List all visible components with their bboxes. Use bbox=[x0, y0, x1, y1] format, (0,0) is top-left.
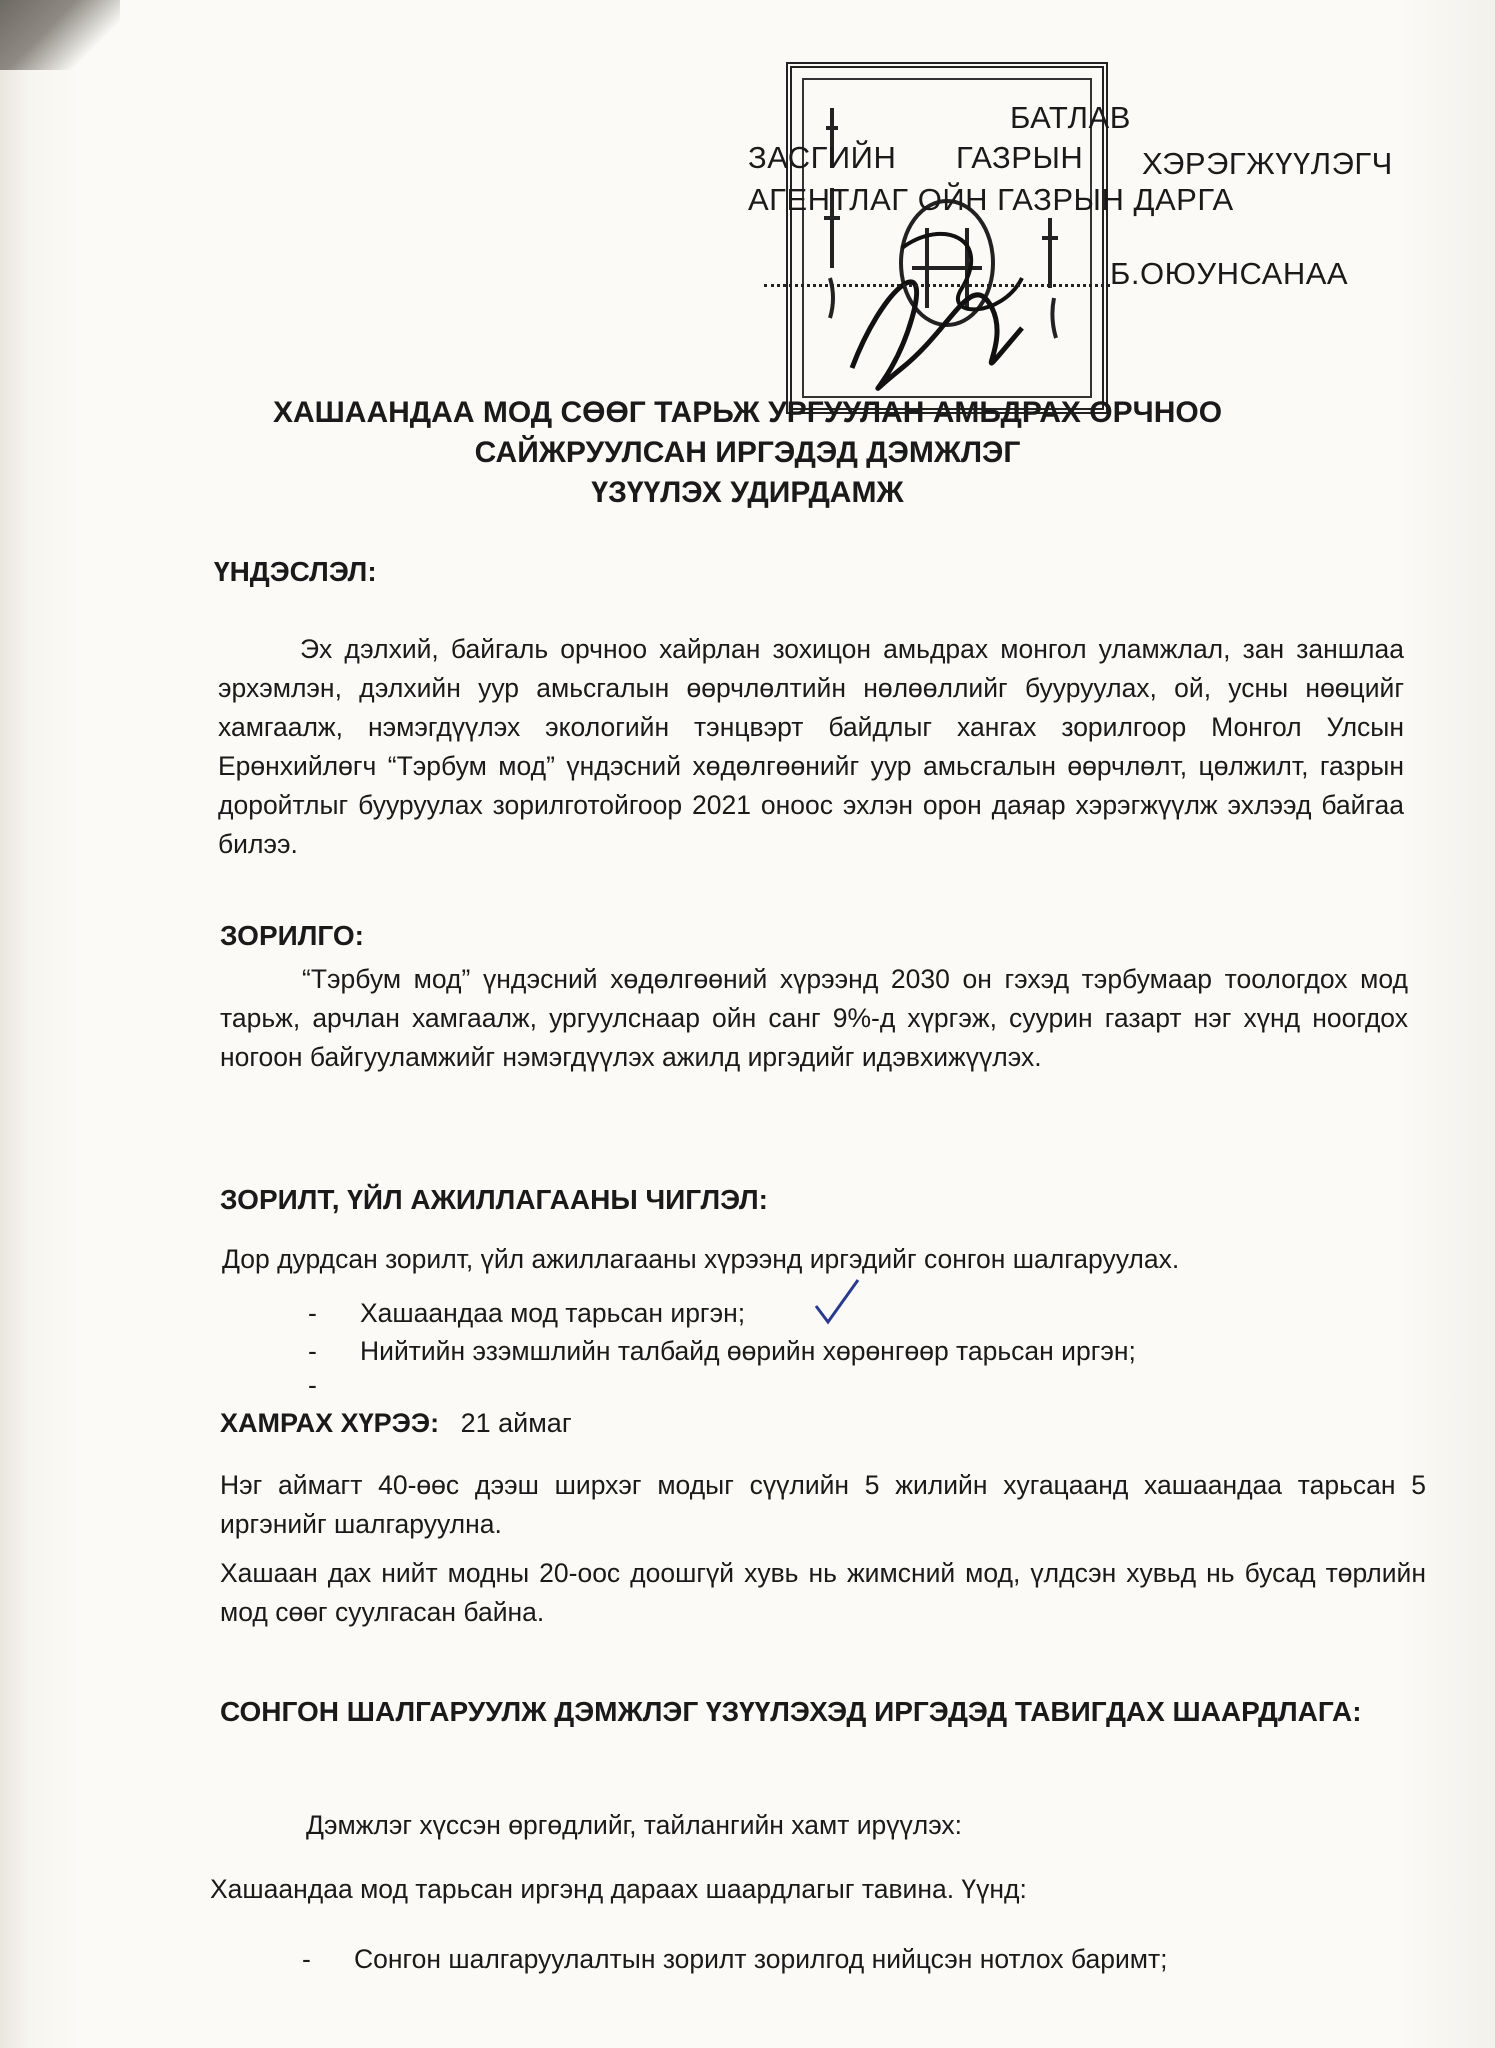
basis-text: Эх дэлхий, байгаль орчноо хайрлан зохицон амьдрах монгол уламжлал, зан заншлаа эрхэмлэн, дэлхийн уур амьсгалын өөрчлөлтийн нөлөөллийг бууруулах, ой, усны нөөцийг хамгаалж, нэмэгдүүлэх экологийн тэнцвэрт байдлыг хангах зорилгоор Монгол Улсын Ерөнхийлөгч “Тэрбум мод” үндэсний хөдөлгөөнийг уур амьсгалын өөрчлөлт, цөлжилт, газрын доройтлыг бууруулах зорилготойгоор 2021 оноос эхлэн орон даяар хэрэгжүүлж эхлээд байгаа билээ. bbox=[218, 634, 1404, 859]
basis-paragraph bbox=[218, 630, 1404, 864]
scope-paragraph-1 bbox=[220, 1466, 1426, 1544]
section-heading-requirements: СОНГОН ШАЛГАРУУЛЖ ДЭМЖЛЭГ ҮЗҮҮЛЭХЭД ИРГЭДЭД ТАВИГДАХ ШААРДЛАГА: bbox=[220, 1696, 1362, 1727]
section-heading-scope: ХАМРАХ ХҮРЭЭ: bbox=[220, 1408, 440, 1438]
checkmark-icon bbox=[812, 1276, 862, 1328]
approval-agency-c: ХЭРЭГЖҮҮЛЭГЧ bbox=[1142, 146, 1393, 181]
document-title-line2: САЙЖРУУЛСАН ИРГЭДЭД ДЭМЖЛЭГ bbox=[474, 436, 1021, 469]
objective-item bbox=[308, 1298, 745, 1329]
section-heading-goal: ЗОРИЛГО: bbox=[220, 920, 365, 951]
goal-text: “Тэрбум мод” үндэсний хөдөлгөөний хүрээнд 2030 он гэхэд тэрбумаар тоологдох мод тарьж, арчлан хамгаалж, ургуулснаар ойн санг 9%-д хүргэж, суурин газарт нэг хүнд ноогдох ногоон байгууламжийг нэмэгдүүлэх ажилд иргэдийг идэвхижүүлэх. bbox=[220, 964, 1408, 1072]
objective-item-text: Нийтийн эзэмшлийн талбайд өөрийн хөрөнгөөр тарьсан иргэн; bbox=[360, 1336, 1136, 1366]
approval-agency-b: ГАЗРЫН bbox=[956, 140, 1084, 175]
objective-item-text: Хашаандаа мод тарьсан иргэн; bbox=[360, 1298, 746, 1328]
document-title-line3: ҮЗҮҮЛЭХ УДИРДАМЖ bbox=[591, 476, 904, 509]
scope-text-1: Нэг аймагт 40-өөс дээш ширхэг модыг сүүлийн 5 жилийн хугацаанд хашаандаа тарьсан 5 иргэнийг шалгаруулна. bbox=[220, 1470, 1426, 1539]
requirements-line-2: Хашаандаа мод тарьсан иргэнд дараах шаардлагыг тавина. Үүнд: bbox=[210, 1874, 1027, 1904]
scope-paragraph-2 bbox=[220, 1554, 1426, 1632]
scope-line bbox=[220, 1408, 572, 1439]
objective-item bbox=[308, 1336, 1136, 1367]
section-heading-objectives: ЗОРИЛТ, ҮЙЛ АЖИЛЛАГААНЫ ЧИГЛЭЛ: bbox=[220, 1184, 768, 1215]
approval-agency-a: ЗАСГИЙН bbox=[748, 140, 897, 175]
requirements-line-1: Дэмжлэг хүссэн өргөдлийг, тайлангийн хамт ирүүлэх: bbox=[306, 1810, 963, 1840]
document-title-line1: ХАШААНДАА МОД СӨӨГ ТАРЬЖ УРГУУЛАН АМЬДРАХ ОРЧНОО bbox=[272, 396, 1223, 429]
section-heading-basis: ҮНДЭСЛЭЛ: bbox=[214, 556, 377, 587]
bullet-dash: - bbox=[308, 1370, 317, 1400]
objectives-intro: Дор дурдсан зорилт, үйл ажиллагааны хүрээнд иргэдийг сонгон шалгаруулах. bbox=[222, 1244, 1180, 1274]
bullet-dash: - bbox=[308, 1336, 317, 1366]
scope-text-2: Хашаан дах нийт модны 20-оос доошгүй хувь нь жимсний мод, үлдсэн хувьд нь бусад төрлийн мод сөөг суулгасан байна. bbox=[220, 1558, 1426, 1627]
bullet-dash: - bbox=[308, 1298, 317, 1328]
signatory-name: Б.ОЮУНСАНАА bbox=[1110, 256, 1349, 291]
goal-paragraph bbox=[220, 960, 1408, 1077]
approval-label: БАТЛАВ bbox=[1010, 100, 1131, 135]
page-corner-shadow bbox=[0, 0, 120, 70]
requirement-item-text: Сонгон шалгаруулалтын зорилт зорилгод нийцсэн нотлох баримт; bbox=[354, 1944, 1168, 1974]
scope-value: 21 аймаг bbox=[460, 1408, 572, 1438]
signature-line bbox=[764, 270, 1110, 287]
requirement-item bbox=[302, 1944, 1167, 1975]
bullet-dash: - bbox=[302, 1944, 311, 1974]
approval-position: АГЕНТЛАГ ОЙН ГАЗРЫН ДАРГА bbox=[748, 182, 1234, 217]
requirements-heading-block bbox=[220, 1692, 1434, 1732]
objective-item bbox=[308, 1370, 360, 1401]
